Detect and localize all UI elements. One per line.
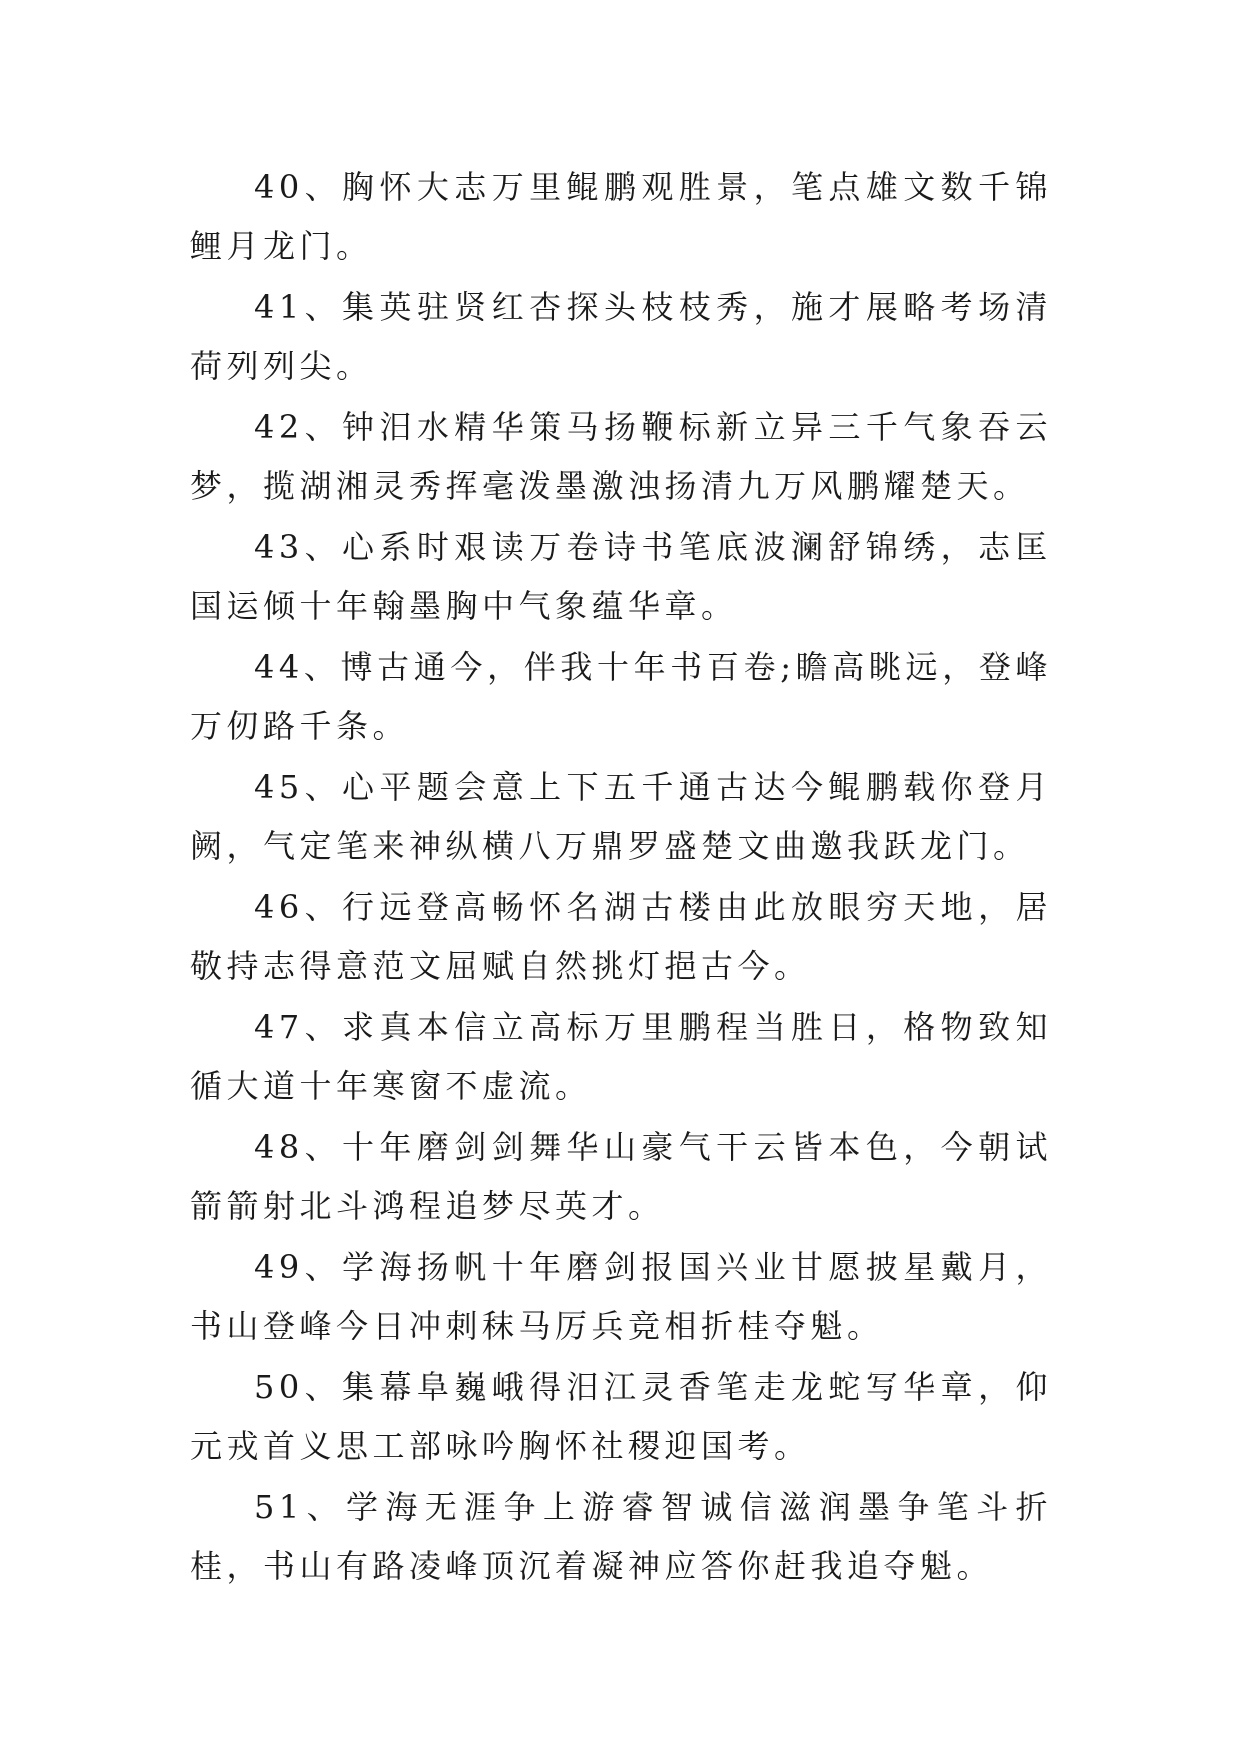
paragraph-44: 44、博古通今，伴我十年书百卷;瞻高眺远，登峰万仞路千条。 — [190, 648, 1052, 745]
paragraph-43: 43、心系时艰读万卷诗书笔底波澜舒锦绣，志匡国运倾十年翰墨胸中气象蕴华章。 — [190, 528, 1052, 625]
paragraph-46: 46、行远登高畅怀名湖古楼由此放眼穷天地，居敬持志得意范文屈赋自然挑灯挹古今。 — [190, 888, 1052, 985]
paragraph-50: 50、集幕阜巍峨得汨江灵香笔走龙蛇写华章，仰元戎首义思工部咏吟胸怀社稷迎国考。 — [190, 1368, 1052, 1465]
paragraph-47: 47、求真本信立高标万里鹏程当胜日，格物致知循大道十年寒窗不虚流。 — [190, 1008, 1052, 1105]
paragraph-49: 49、学海扬帆十年磨剑报国兴业甘愿披星戴月，书山登峰今日冲刺秣马厉兵竞相折桂夺魁。 — [190, 1248, 1052, 1345]
paragraph-41: 41、集英驻贤红杏探头枝枝秀，施才展略考场清荷列列尖。 — [190, 288, 1052, 385]
paragraph-51: 51、学海无涯争上游睿智诚信滋润墨争笔斗折桂，书山有路凌峰顶沉着凝神应答你赶我追夺魁。 — [190, 1488, 1052, 1585]
paragraph-45: 45、心平题会意上下五千通古达今鲲鹏载你登月阙，气定笔来神纵横八万鼎罗盛楚文曲邀我跃龙门。 — [190, 768, 1052, 865]
paragraph-40: 40、胸怀大志万里鲲鹏观胜景，笔点雄文数千锦鲤月龙门。 — [190, 168, 1052, 265]
paragraph-42: 42、钟汨水精华策马扬鞭标新立异三千气象吞云梦，揽湖湘灵秀挥毫泼墨激浊扬清九万风鹏耀楚天。 — [190, 408, 1052, 505]
paragraph-48: 48、十年磨剑剑舞华山豪气干云皆本色，今朝试箭箭射北斗鸿程追梦尽英才。 — [190, 1128, 1052, 1225]
document-body — [190, 158, 1052, 1598]
